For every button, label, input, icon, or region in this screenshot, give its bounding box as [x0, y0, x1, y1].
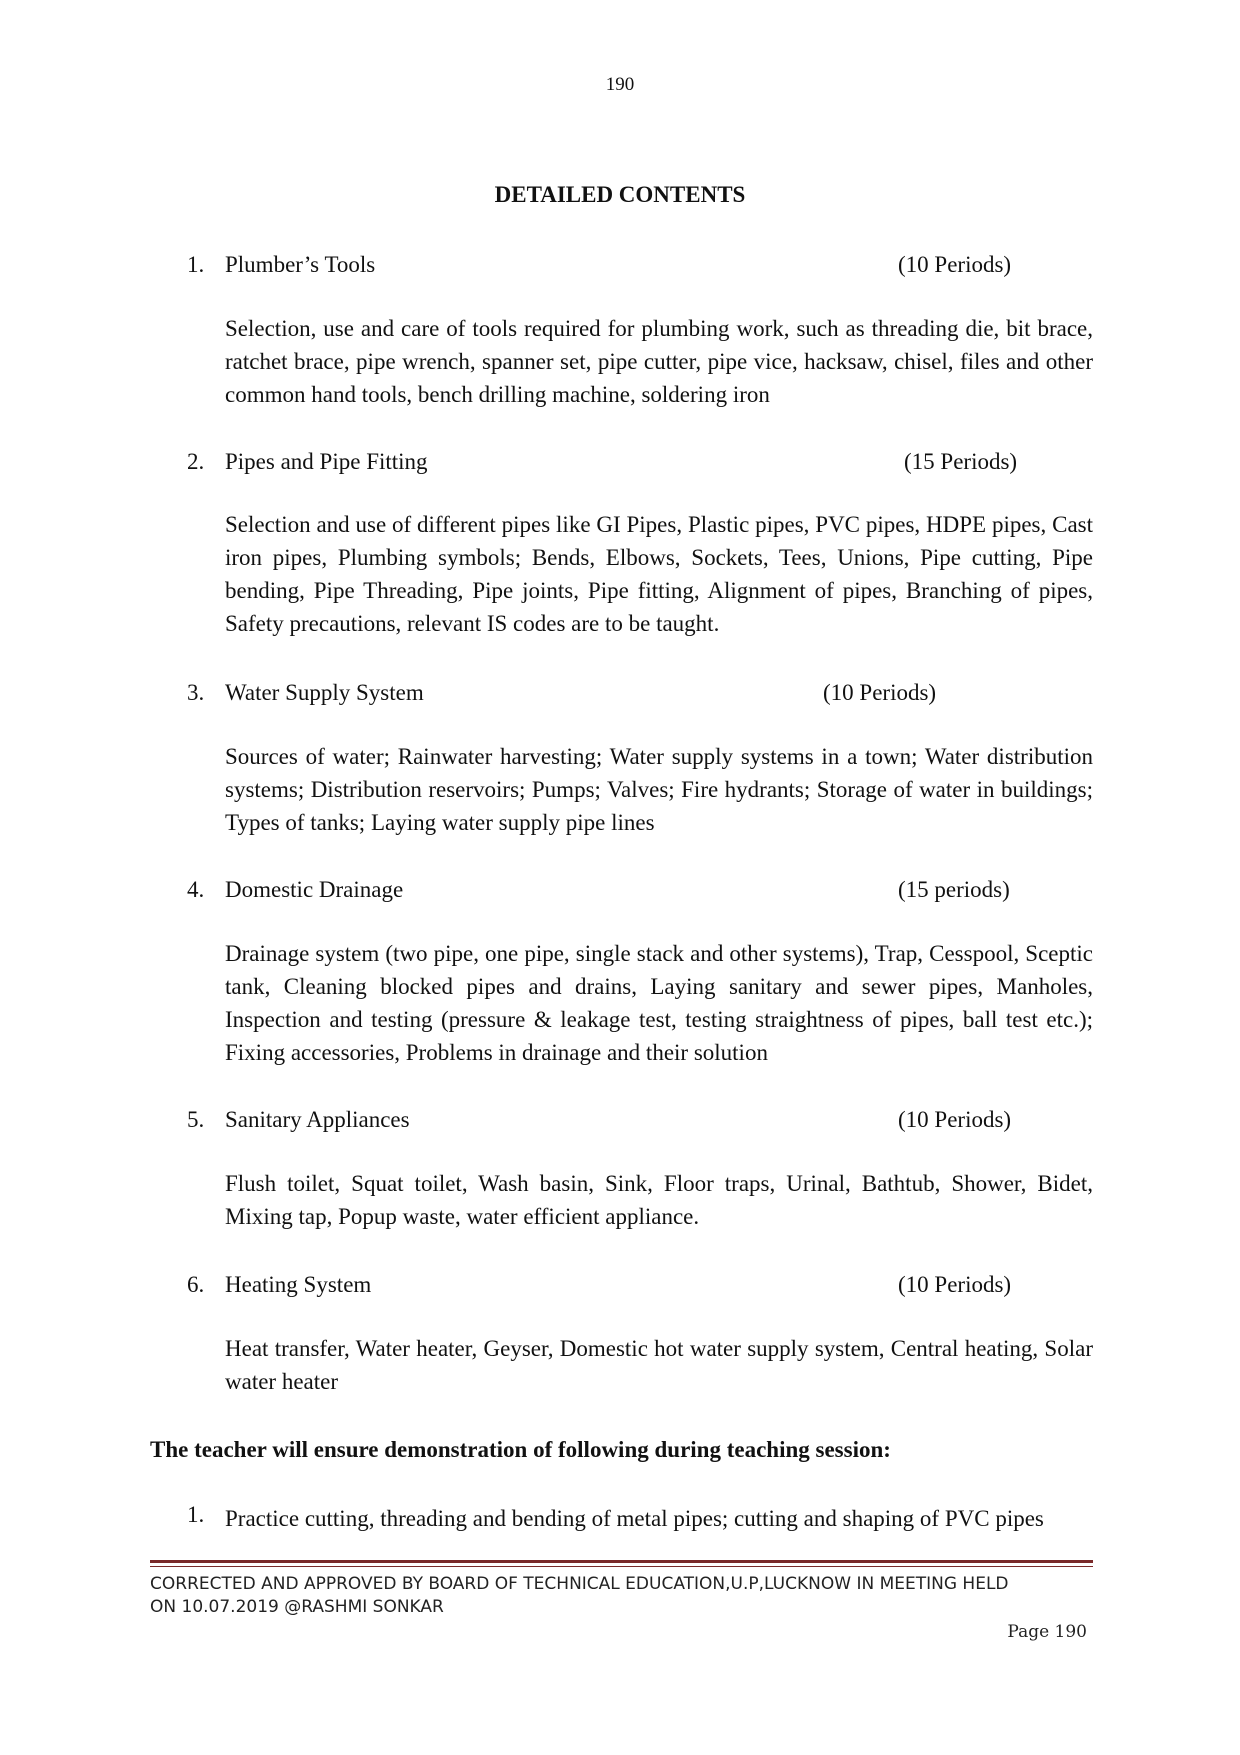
footer-divider-thin: [150, 1566, 1093, 1567]
section-4-description: Drainage system (two pipe, one pipe, single stack and other systems), Trap, Cesspool, Sceptic tank, Cleaning blocked pipes and drains, Laying sanitary and sewer pipes, Manholes, Inspection and testing (pressure & leakage test, testing straightness of pipes, ball test etc.); Fixing accessories, Problems in drainage and their solution: [225, 941, 1093, 1065]
section-3-description: Sources of water; Rainwater harvesting; Water supply systems in a town; Water distribution systems; Distribution reservoirs; Pumps; Valves; Fire hydrants; Storage of water in buildings; Types of tanks; Laying water supply pipe lines: [225, 744, 1093, 835]
section-4-title: Domestic Drainage: [225, 877, 404, 902]
section-6-title: Heating System: [225, 1272, 372, 1297]
section-1-number: 1.: [187, 252, 205, 277]
demonstration-1-number: 1.: [187, 1502, 205, 1527]
section-3-title: Water Supply System: [225, 680, 424, 705]
section-4-periods: (15 periods): [898, 877, 1010, 902]
section-5-description: Flush toilet, Squat toilet, Wash basin, Sink, Floor traps, Urinal, Bathtub, Shower, Bidet, Mixing tap, Popup waste, water efficient appliance.: [225, 1171, 1093, 1229]
footer-approval-note: [150, 1573, 1110, 1619]
section-1-title: Plumber’s Tools: [225, 252, 376, 277]
section-1-periods: (10 Periods): [898, 252, 1012, 277]
demonstration-heading: The teacher will ensure demonstration of following during teaching session:: [150, 1437, 891, 1462]
section-5-title-row: [0, 1107, 1240, 1137]
section-5-number: 5.: [187, 1107, 205, 1132]
section-6-periods: (10 Periods): [898, 1272, 1012, 1297]
section-1-description: Selection, use and care of tools required for plumbing work, such as threading die, bit brace, ratchet brace, pipe wrench, spanner set, pipe cutter, pipe vice, hacksaw, chisel, files and other common hand tools, bench drilling machine, soldering iron: [225, 316, 1093, 407]
section-3-title-row: [0, 680, 1240, 710]
footer-page-label: Page 190: [1007, 1622, 1087, 1642]
section-1-title-row: [0, 252, 1240, 282]
footer-approval-line-1: CORRECTED AND APPROVED BY BOARD OF TECHNICAL EDUCATION,U.P,LUCKNOW IN MEETING HELD: [150, 1574, 1009, 1594]
section-2-title-row: [0, 449, 1240, 479]
section-5-periods: (10 Periods): [898, 1107, 1012, 1132]
section-2-description: Selection and use of different pipes like GI Pipes, Plastic pipes, PVC pipes, HDPE pipes, Cast iron pipes, Plumbing symbols; Bends, Elbows, Sockets, Tees, Unions, Pipe cutting, Pipe bending, Pipe Threading, Pipe joints, Pipe fitting, Alignment of pipes, Branching of pipes, Safety precautions, relevant IS codes are to be taught.: [225, 512, 1093, 636]
section-6-description: Heat transfer, Water heater, Geyser, Domestic hot water supply system, Central heating, Solar water heater: [225, 1336, 1093, 1394]
footer-approval-line-2: ON 10.07.2019 @RASHMI SONKAR: [150, 1597, 444, 1617]
section-4-number: 4.: [187, 877, 205, 902]
section-6-number: 6.: [187, 1272, 205, 1297]
section-2-number: 2.: [187, 449, 205, 474]
section-3-number: 3.: [187, 680, 205, 705]
page-number-top: 190: [605, 74, 635, 95]
section-5-title: Sanitary Appliances: [225, 1107, 410, 1132]
section-2-title: Pipes and Pipe Fitting: [225, 449, 428, 474]
section-4-title-row: [0, 877, 1240, 907]
section-6-title-row: [0, 1272, 1240, 1302]
section-3-periods: (10 Periods): [823, 680, 937, 705]
demonstration-1-text: Practice cutting, threading and bending of metal pipes; cutting and shaping of PVC pipes: [225, 1506, 1044, 1531]
section-2-periods: (15 Periods): [904, 449, 1018, 474]
page-heading: DETAILED CONTENTS: [494, 182, 746, 207]
footer-divider-thick: [150, 1560, 1093, 1563]
